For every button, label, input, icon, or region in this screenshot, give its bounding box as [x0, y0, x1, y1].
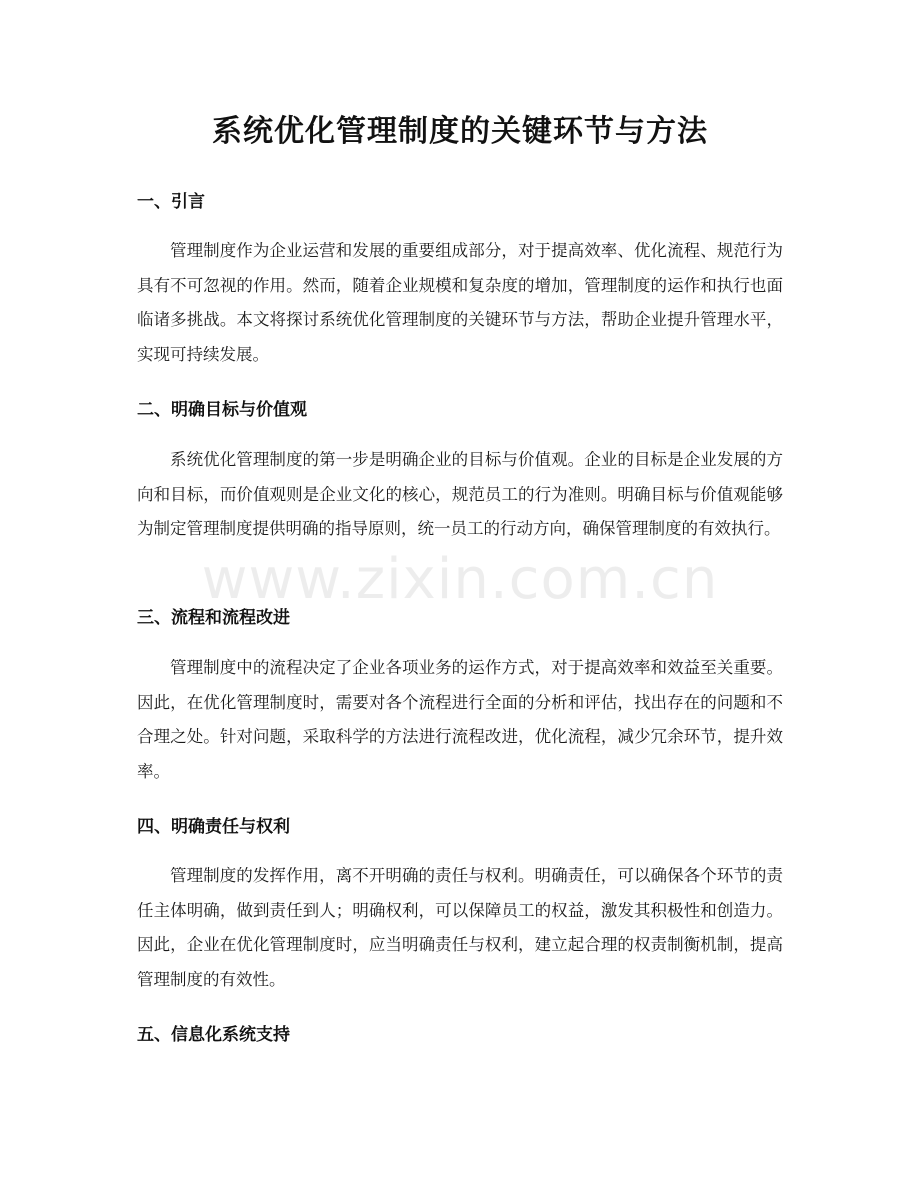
section-heading-responsibility-rights: 四、明确责任与权利 — [137, 817, 290, 837]
section-paragraph-responsibility-rights: 管理制度的发挥作用，离不开明确的责任与权利。明确责任，可以确保各个环节的责任主体明确，做到责任到人；明确权利，可以保障员工的权益，激发其积极性和创造力。因此，企业在优化管理制度时，应当明确责任与权利，建立起合理的权责制衡机制，提高管理制度的有效性。 — [137, 866, 783, 989]
section-heading-process-improvement: 三、流程和流程改进 — [137, 608, 290, 628]
watermark: www.zixin.com.cn — [201, 547, 719, 612]
section-paragraph-process-improvement: 管理制度中的流程决定了企业各项业务的运作方式，对于提高效率和效益至关重要。因此，在优化管理制度时，需要对各个流程进行全面的分析和评估，找出存在的问题和不合理之处。针对问题，采取科学的方法进行流程改进，优化流程，减少冗余环节，提升效率。 — [137, 658, 783, 781]
section-paragraph-goals-values: 系统优化管理制度的第一步是明确企业的目标与价值观。企业的目标是企业发展的方向和目标，而价值观则是企业文化的核心，规范员工的行为准则。明确目标与价值观能够为制定管理制度提供明确的指导原则，统一员工的行动方向，确保管理制度的有效执行。 — [137, 450, 783, 538]
document-title: 系统优化管理制度的关键环节与方法 — [212, 114, 708, 149]
section-heading-information-system: 五、信息化系统支持 — [137, 1025, 290, 1045]
section-heading-introduction: 一、引言 — [137, 192, 205, 212]
section-paragraph-introduction: 管理制度作为企业运营和发展的重要组成部分，对于提高效率、优化流程、规范行为具有不可忽视的作用。然而，随着企业规模和复杂度的增加，管理制度的运作和执行也面临诸多挑战。本文将探讨系统优化管理制度的关键环节与方法，帮助企业提升管理水平，实现可持续发展。 — [137, 241, 783, 364]
section-heading-goals-values: 二、明确目标与价值观 — [137, 400, 307, 420]
